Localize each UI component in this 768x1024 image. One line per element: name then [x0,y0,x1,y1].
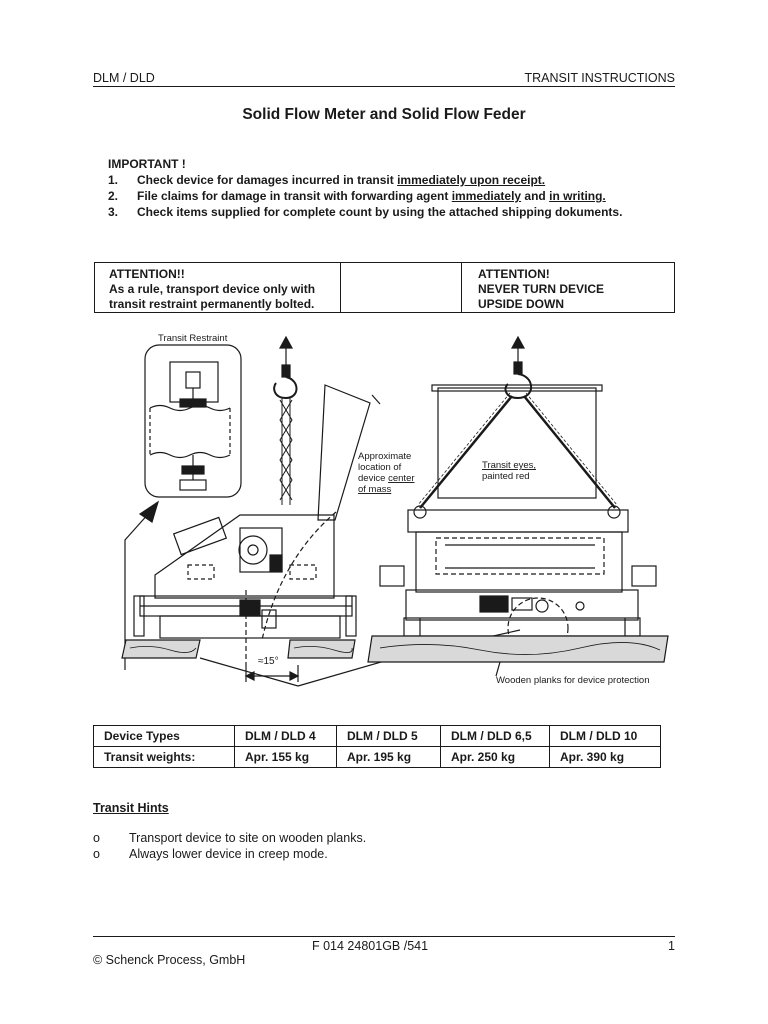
header-left: DLM / DLD [93,71,155,85]
table-cell: DLM / DLD 10 [550,726,661,747]
attention-left-heading: ATTENTION!! [109,267,185,281]
attention-right-heading: ATTENTION! [478,267,550,281]
table-cell: Apr. 195 kg [337,747,441,768]
attention-left-line: As a rule, transport device only with [109,282,316,296]
item-text: and [521,189,550,203]
table-cell: Device Types [94,726,235,747]
attention-left-cell [95,263,341,312]
important-heading: IMPORTANT ! [108,157,186,171]
header-right: TRANSIT INSTRUCTIONS [524,71,675,85]
page-title: Solid Flow Meter and Solid Flow Feder [242,106,526,123]
hint-item: Always lower device in creep mode. [129,847,328,861]
item-text: File claims for damage in transit with forwarding agent [137,189,452,203]
attention-right-line: NEVER TURN DEVICE [478,282,605,296]
important-item-2 [108,188,668,204]
attention-right-line: UPSIDE DOWN [478,297,565,311]
label-angle: ≈15° [258,656,279,667]
item-text: Check items supplied for complete count by using the attached shipping dokuments. [137,205,623,219]
table-cell: DLM / DLD 5 [337,726,441,747]
table-cell: Apr. 155 kg [235,747,337,768]
important-item-1 [108,172,668,188]
item-text: Check device for damages incurred in transit [137,173,398,187]
item-number: 1. [108,173,119,187]
important-item-3 [108,204,668,220]
copyright: © Schenck Process, GmbH [93,953,246,967]
restraint-bracket [170,362,218,402]
label-center-of-mass: Approximate location of device center of mass [358,451,415,495]
item-emphasis: in writing. [549,189,606,203]
item-emphasis: immediately upon receipt. [397,173,546,187]
header-rule [93,86,675,87]
attention-box [94,262,675,313]
hint-item: Transport device to site on wooden planks. [129,831,367,845]
table-row [94,726,661,747]
item-number: 2. [108,189,119,203]
transit-weights-table [93,725,661,768]
doc-number: F 014 24801GB /541 [312,939,429,953]
hint-bullet: o [93,831,100,845]
table-cell: DLM / DLD 6,5 [441,726,550,747]
attention-left-line: transit restraint permanently bolted. [109,297,315,311]
attention-empty-cell [340,263,462,312]
footer-rule [93,936,675,937]
hints-title: Transit Hints [93,801,169,815]
table-row [94,747,661,768]
item-number: 3. [108,205,119,219]
table-cell: DLM / DLD 4 [235,726,337,747]
table-cell: Apr. 250 kg [441,747,550,768]
hint-bullet: o [93,847,100,861]
page-number: 1 [668,939,675,953]
item-emphasis: immediately [451,189,522,203]
label-wooden-planks: Wooden planks for device protection [496,675,650,686]
transport-figure [0,320,768,700]
label-transit-restraint: Transit Restraint [158,333,228,344]
table-cell: Apr. 390 kg [550,747,661,768]
table-cell: Transit weights: [94,747,235,768]
label-transit-eyes: Transit eyes, painted red [482,460,537,482]
